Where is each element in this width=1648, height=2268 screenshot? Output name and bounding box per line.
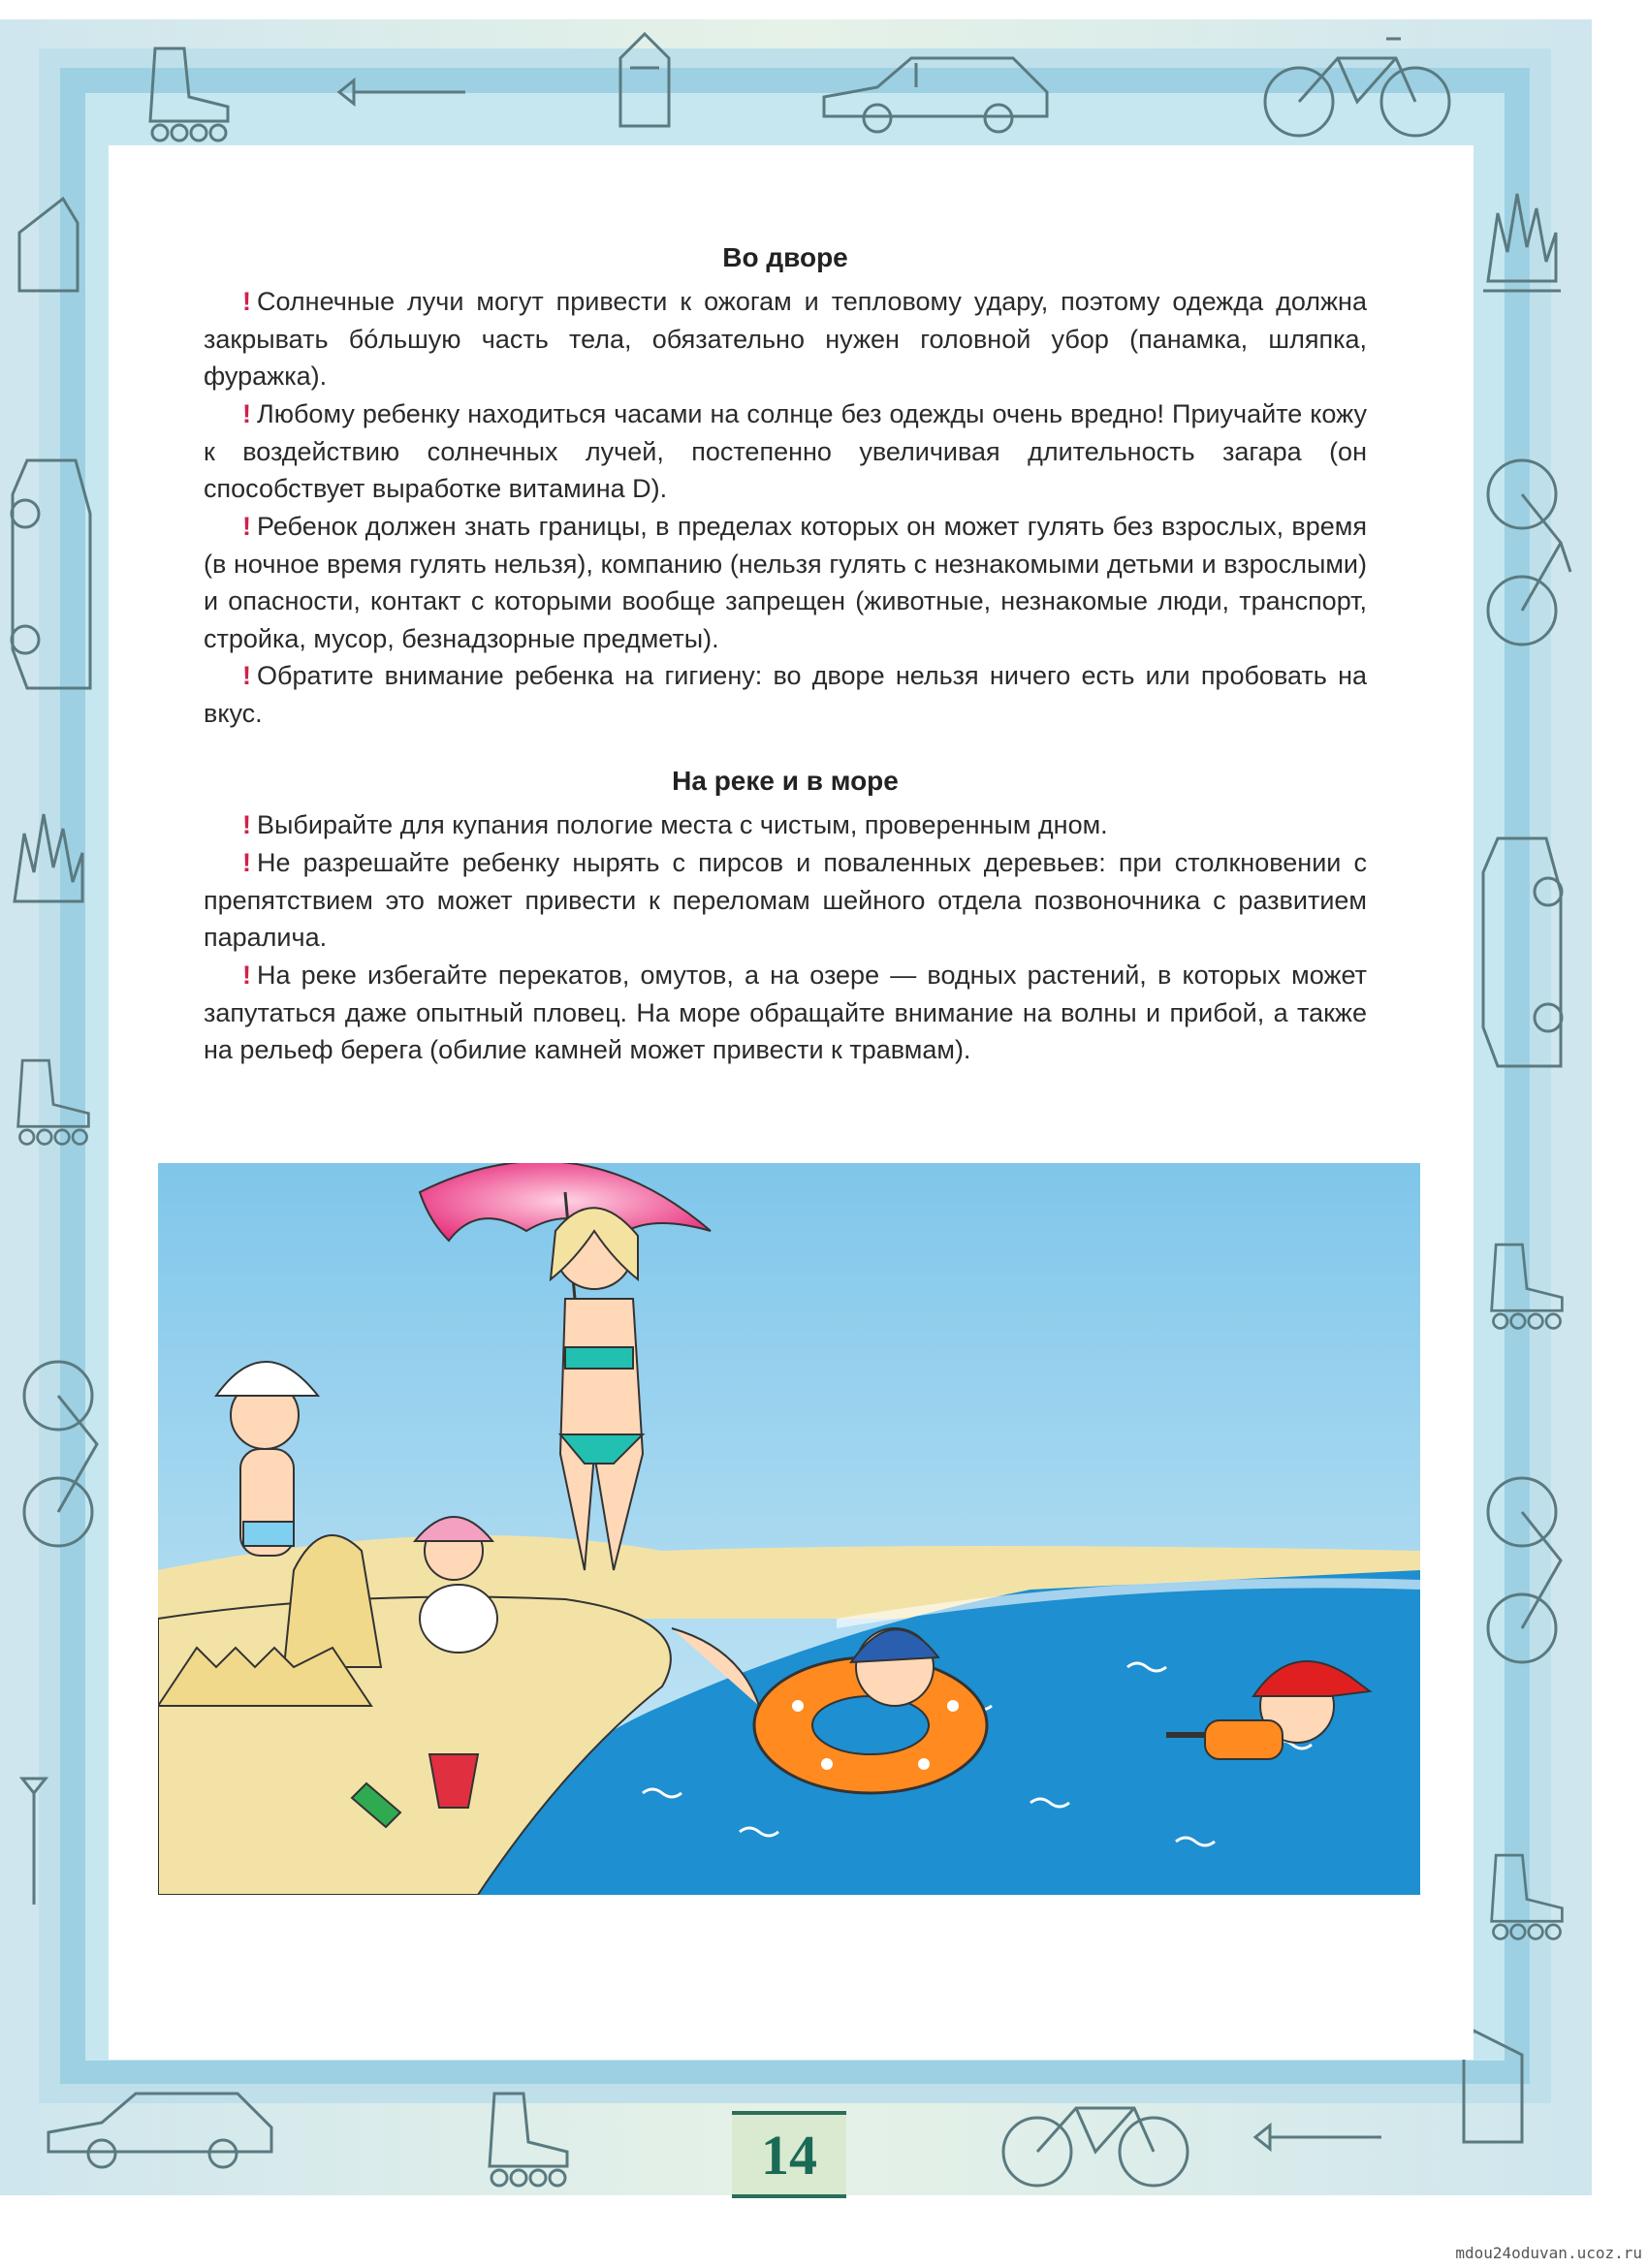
bicycle-icon	[1474, 1473, 1580, 1667]
roller-skate-icon	[136, 39, 242, 145]
section-title-river-sea: На реке и в море	[672, 766, 899, 796]
bicycle-icon	[1474, 456, 1580, 649]
exclamation-icon: !	[242, 848, 251, 877]
section-title-yard: Во дворе	[722, 242, 848, 272]
paragraph: ! Обратите внимание ребенка на гигиену: во дворе нельзя ничего есть или пробовать на вкус.	[204, 661, 1367, 728]
page-number: 14	[761, 2124, 817, 2187]
exclamation-icon: !	[242, 287, 251, 316]
bicycle-icon	[998, 2074, 1192, 2190]
paragraph: ! Солнечные лучи могут привести к ожогам и тепловому удару, поэтому одежда должна закрывать бóльшую часть тела, обязательно нужен головной убор (панамка, шляпка, фуражка).	[204, 287, 1367, 391]
nail-icon	[334, 73, 470, 111]
roller-skate-icon	[5, 1047, 102, 1153]
paragraph: ! Не разрешайте ребенку нырять с пирсов и поваленных деревьев: при столкновении с препятствием это может привести к переломам шейного отдела позвоночника с развитием паралича.	[204, 848, 1367, 952]
car-icon	[819, 48, 1052, 136]
beach-illustration	[158, 1163, 1420, 1895]
roller-skate-icon	[1478, 1842, 1575, 1948]
car-icon	[1478, 834, 1566, 1076]
nail-icon	[15, 1774, 53, 1909]
paragraph: ! Выбирайте для купания пологие места с чистым, проверенным дном.	[242, 810, 1108, 839]
paragraph: ! На реке избегайте перекатов, омутов, а на озере — водных растений, в которых может запутаться даже опытный пловец. На море обращайте внимание на волны и прибой, а также на рельеф берега (обилие камней может привести к травмам).	[204, 961, 1367, 1064]
watermark: mdou24oduvan.ucoz.ru	[1455, 2244, 1642, 2262]
car-icon	[8, 456, 95, 698]
fire-icon	[5, 795, 92, 921]
paragraph: ! Ребенок должен знать границы, в пределах которых он может гулять без взрослых, время (в ночное время гулять нельзя), компанию (нельзя гулять с незнакомыми детьми и взрослыми) и опасности, контакт с которыми вообще запрещен (животные, незнакомые люди, транспорт, стройка, мусор, безнадзорные предметы).	[204, 512, 1367, 653]
nail-icon	[1251, 2118, 1386, 2157]
roller-skate-icon	[475, 2084, 582, 2190]
iron-icon	[611, 29, 679, 136]
exclamation-icon: !	[242, 810, 251, 839]
paragraph: ! Любому ребенку находиться часами на солнце без одежды очень вредно! Приучайте кожу к воздействию солнечных лучей, постепенно увеличивая длительность загара (он способствует выработке витамина D).	[204, 399, 1367, 503]
page-number-box	[732, 2111, 846, 2198]
roller-skate-icon	[1478, 1231, 1575, 1338]
iron-icon	[5, 194, 82, 300]
exclamation-icon: !	[242, 512, 251, 541]
bicycle-icon	[1260, 24, 1454, 141]
exclamation-icon: !	[242, 961, 251, 990]
fire-icon	[1478, 174, 1566, 300]
exclamation-icon: !	[242, 661, 251, 690]
exclamation-icon: !	[242, 399, 251, 428]
bicycle-icon	[10, 1357, 116, 1551]
car-icon	[44, 2084, 276, 2171]
